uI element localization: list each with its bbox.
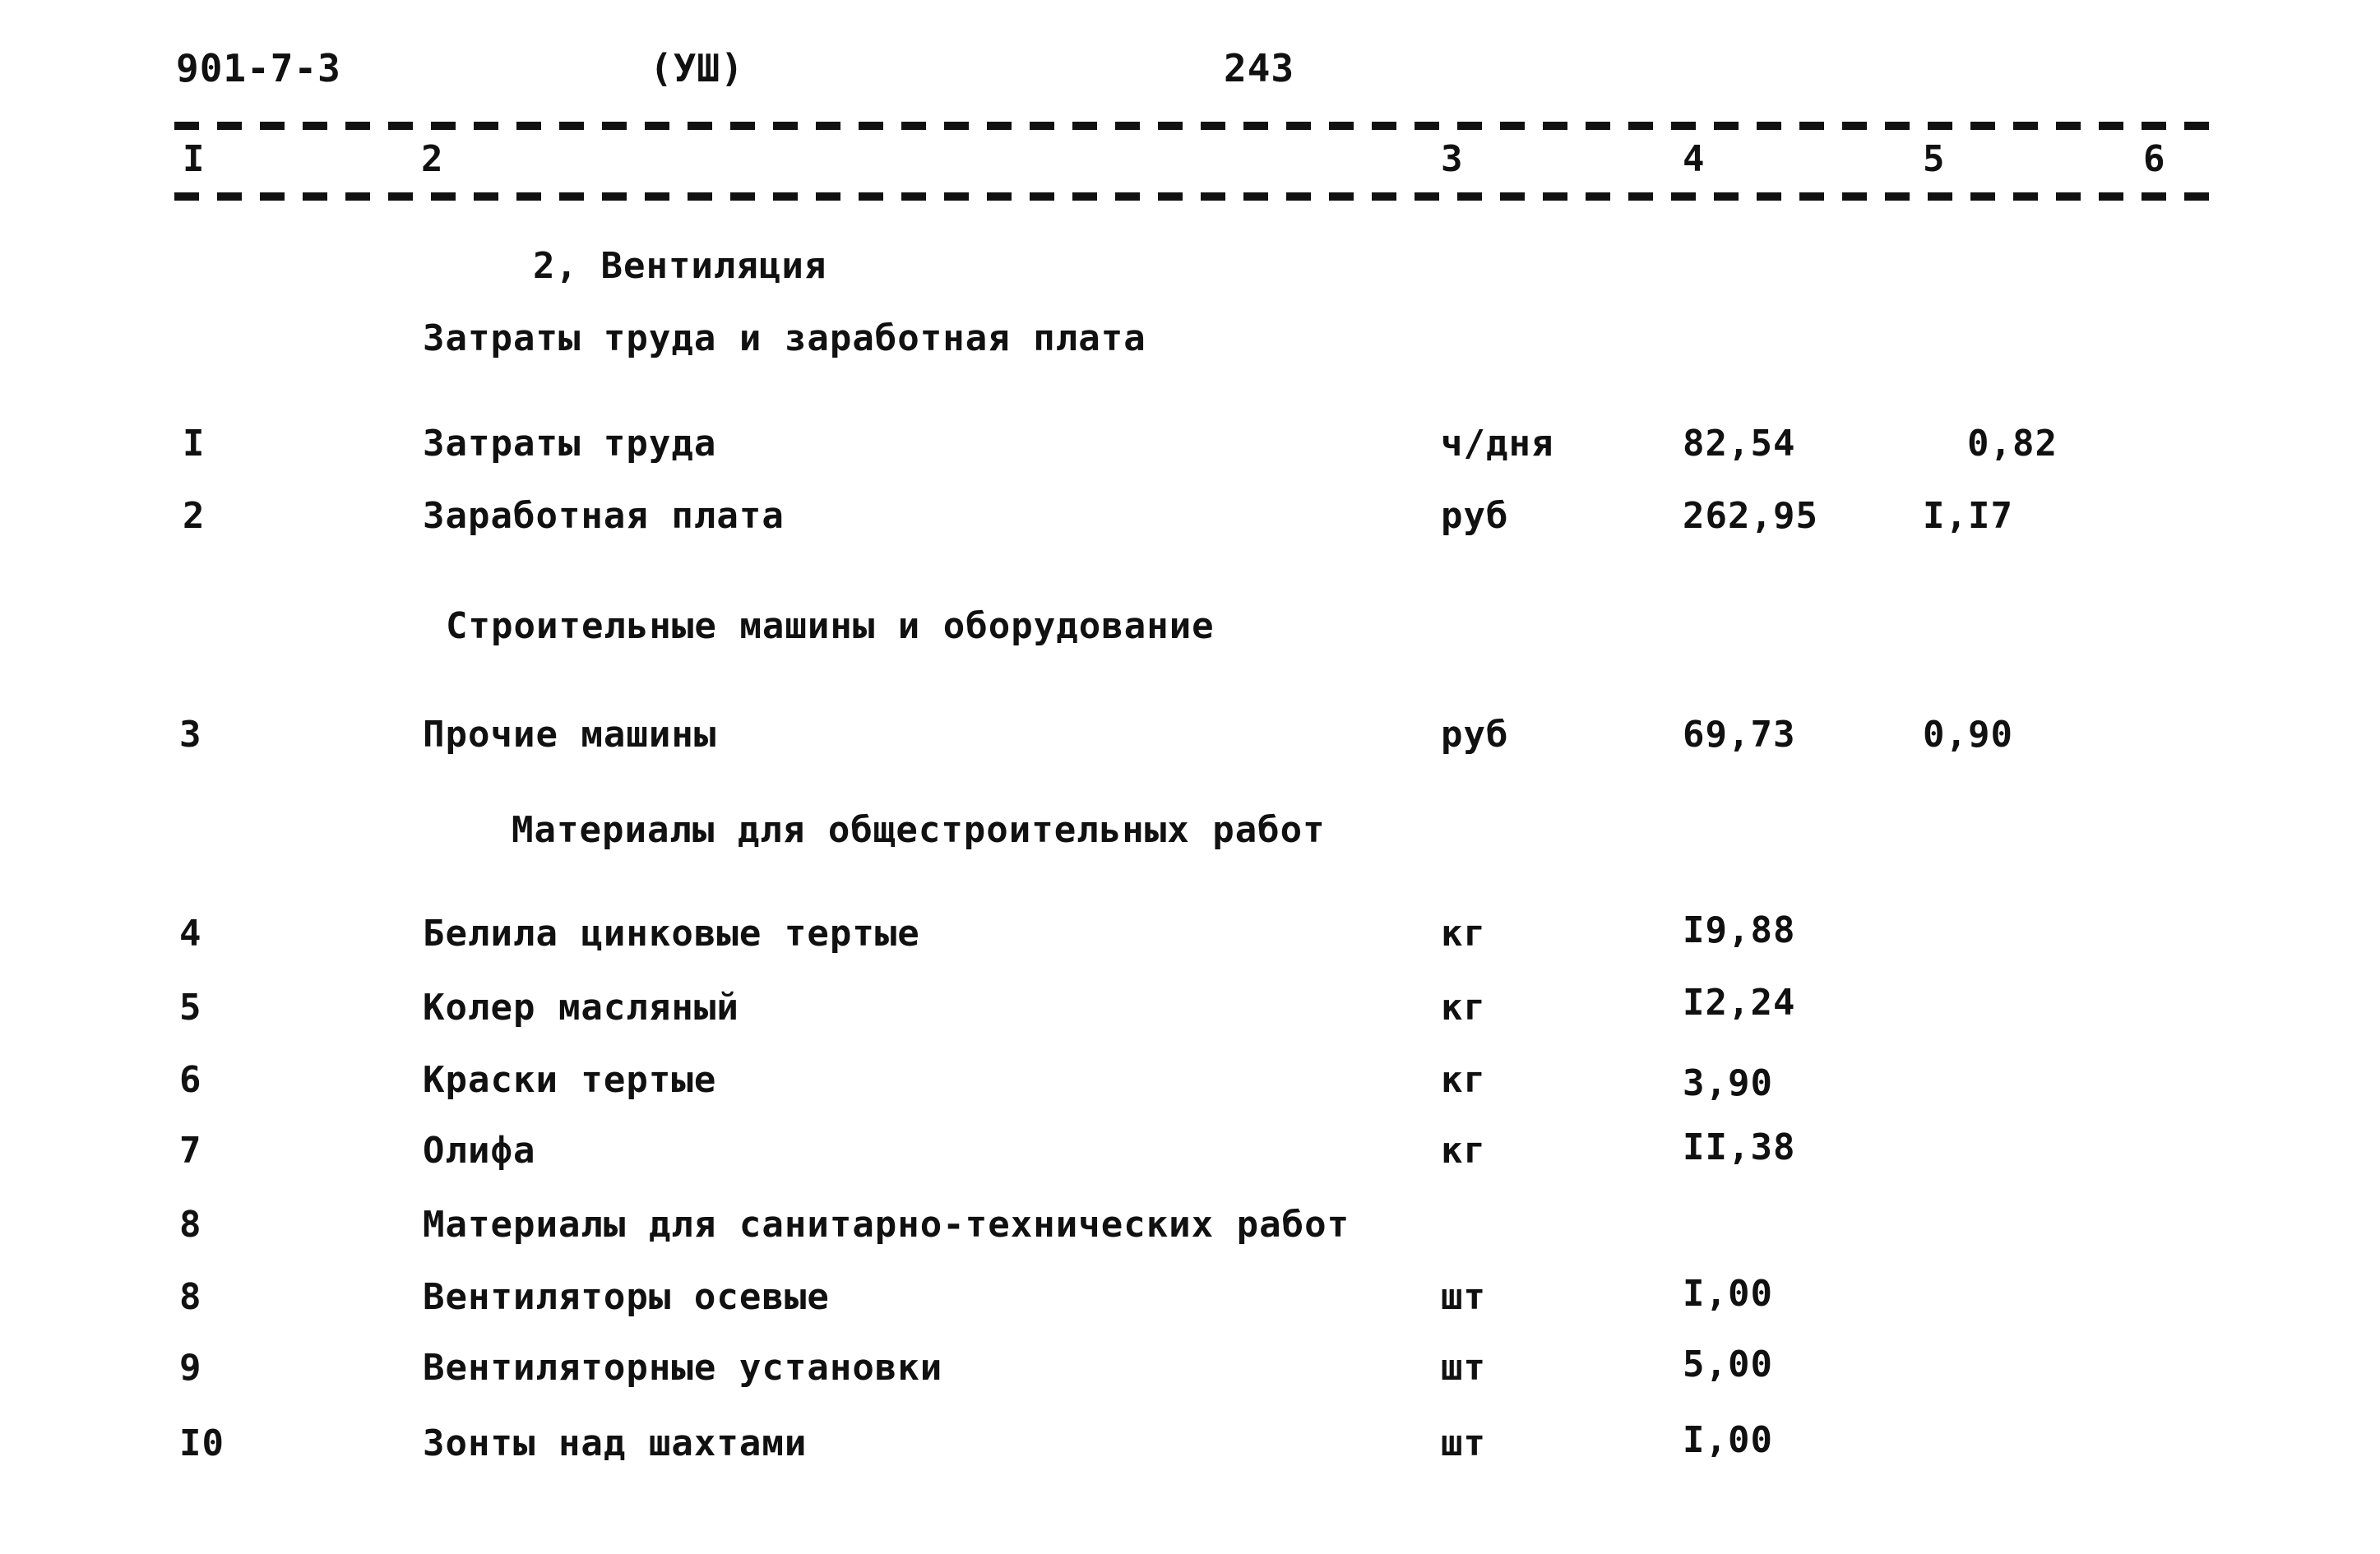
row-name: Прочие машины	[423, 714, 717, 756]
row-number: 5	[179, 987, 202, 1029]
section-title-machines: Строительные машины и оборудование	[446, 605, 1215, 647]
row-col5: 0,90	[1923, 714, 2013, 756]
row-quantity: I,00	[1683, 1419, 1773, 1461]
row-name: Белила цинковые тертые	[423, 913, 920, 955]
row-quantity: I,00	[1683, 1273, 1773, 1315]
row-number: 4	[179, 913, 202, 955]
column-header-4: 4	[1683, 138, 1706, 180]
row-unit: шт	[1441, 1422, 1486, 1464]
row-quantity: I2,24	[1683, 982, 1796, 1024]
page-number: 243	[1224, 46, 1295, 90]
row-number: 3	[179, 714, 202, 756]
row-col5: 0,82	[1967, 423, 2058, 465]
row-number: 2	[183, 495, 206, 537]
section-title-ventilation: 2, Вентиляция	[533, 245, 827, 287]
column-header-3: 3	[1441, 138, 1464, 180]
document-code: 901-7-3	[176, 46, 341, 90]
row-number: I0	[179, 1422, 225, 1464]
row-name: Олифа	[423, 1130, 536, 1172]
row-quantity: 69,73	[1683, 714, 1796, 756]
row-name: Вентиляторные установки	[423, 1347, 943, 1389]
row-unit: кг	[1441, 1059, 1486, 1101]
column-header-1: I	[183, 138, 206, 180]
row-unit: ч/дня	[1441, 423, 1554, 465]
section-title-labor: Затраты труда и заработная плата	[423, 317, 1146, 359]
column-header-5: 5	[1923, 138, 1946, 180]
row-name: Краски тертые	[423, 1059, 717, 1101]
row-name: Материалы для санитарно-технических работ	[423, 1204, 1350, 1246]
row-number: 7	[179, 1130, 202, 1172]
row-quantity: I9,88	[1683, 909, 1796, 951]
row-number: 9	[179, 1347, 202, 1389]
row-unit: шт	[1441, 1347, 1486, 1389]
row-name: Колер масляный	[423, 987, 739, 1029]
row-number: 6	[179, 1059, 202, 1101]
column-header-2: 2	[421, 138, 444, 180]
row-quantity: II,38	[1683, 1126, 1796, 1168]
row-name: Заработная плата	[423, 495, 785, 537]
row-col5: I,I7	[1923, 495, 2013, 537]
row-unit: кг	[1441, 987, 1486, 1029]
row-number: 8	[179, 1276, 202, 1318]
row-name: Вентиляторы осевые	[423, 1276, 830, 1318]
row-unit: руб	[1441, 714, 1509, 756]
row-quantity: 262,95	[1683, 495, 1818, 537]
section-title-general-materials: Материалы для общестроительных работ	[512, 809, 1326, 851]
header-top-rule	[174, 122, 2212, 130]
row-number: 8	[179, 1204, 202, 1246]
row-unit: руб	[1441, 495, 1509, 537]
row-unit: кг	[1441, 913, 1486, 955]
row-unit: шт	[1441, 1276, 1486, 1318]
row-quantity: 3,90	[1683, 1062, 1773, 1104]
column-header-6: 6	[2143, 138, 2166, 180]
row-name: Затраты труда	[423, 423, 717, 465]
row-quantity: 82,54	[1683, 423, 1796, 465]
album-number: (УШ)	[650, 46, 744, 90]
header-bottom-rule	[174, 192, 2212, 201]
row-number: I	[183, 423, 206, 465]
row-name: Зонты над шахтами	[423, 1422, 808, 1464]
row-unit: кг	[1441, 1130, 1486, 1172]
row-quantity: 5,00	[1683, 1344, 1773, 1385]
